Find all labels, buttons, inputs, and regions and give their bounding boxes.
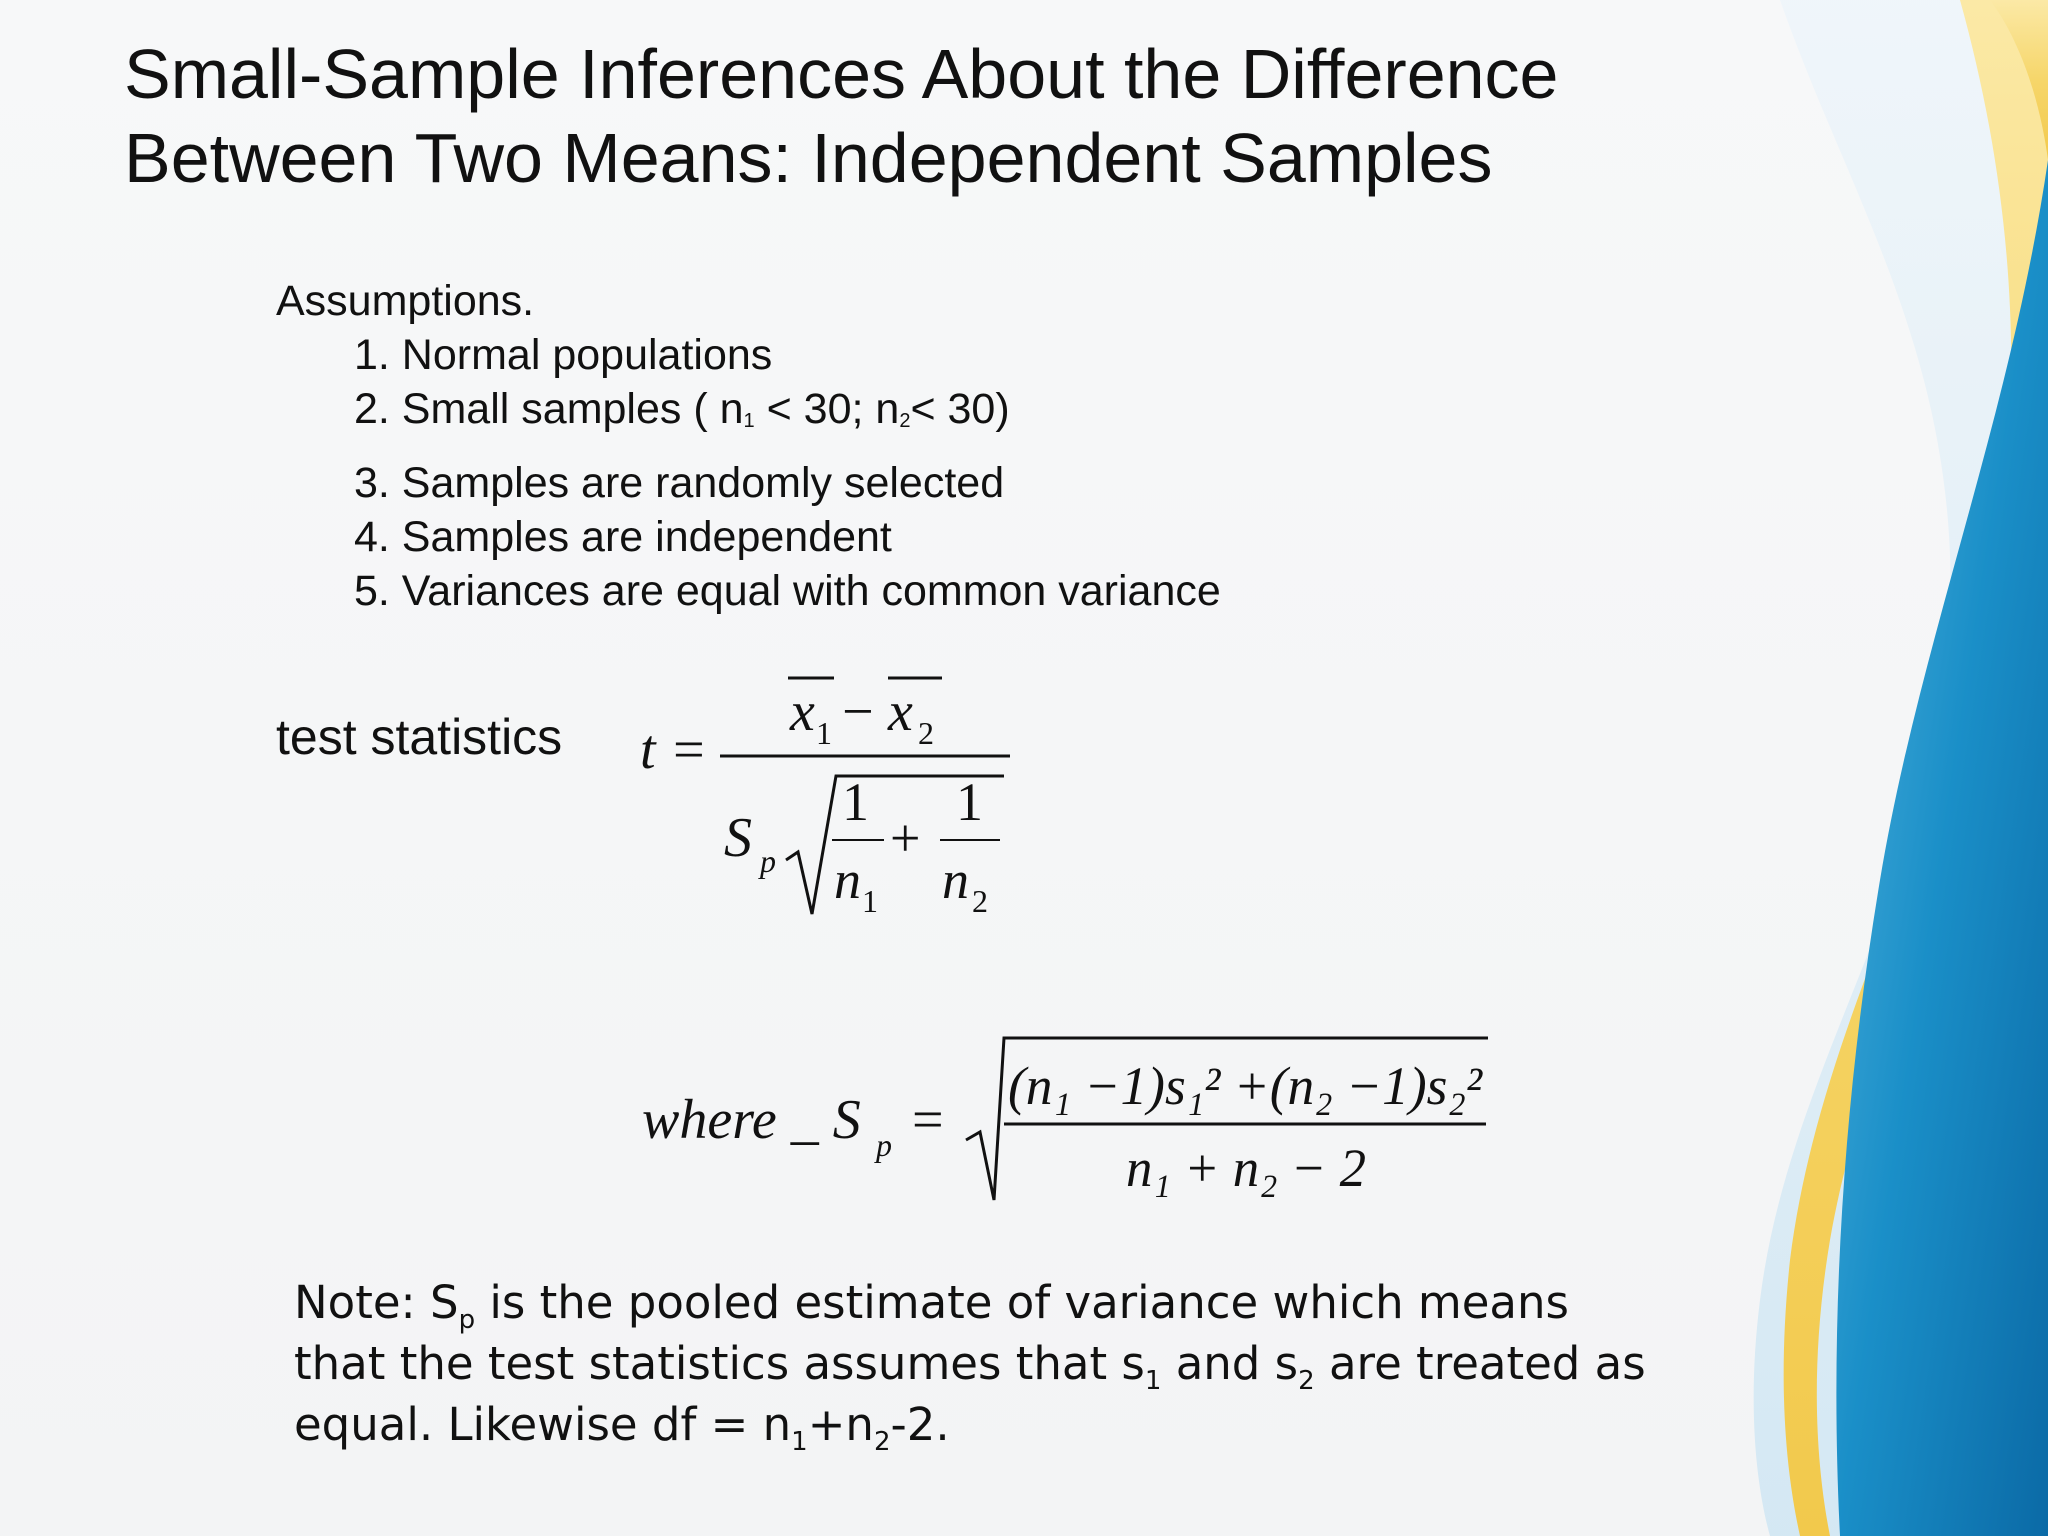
subscript: p <box>458 1305 476 1335</box>
subscript: 2 <box>918 715 934 751</box>
numerator-one: 1 <box>842 772 869 832</box>
s-p: S <box>724 807 752 869</box>
x-bar-1: x <box>790 681 815 743</box>
assumptions-heading: Assumptions. <box>276 277 535 325</box>
note-text: Note: S <box>294 1276 459 1329</box>
note-text: +n <box>807 1398 874 1451</box>
minus-sign: − <box>842 681 874 743</box>
subscript: p <box>876 1127 892 1163</box>
assumption-text: 2. Small samples ( n <box>354 385 744 433</box>
subscript: 1 <box>791 1427 808 1457</box>
subscript: 2 <box>899 410 911 432</box>
assumption-item: 4. Samples are independent <box>354 513 892 561</box>
sp-formula-lhs: where _ S <box>642 1089 861 1151</box>
subscript: 2 <box>1298 1366 1315 1396</box>
assumption-text: < 30; n <box>754 385 900 433</box>
test-statistic-label: test statistics <box>276 709 563 765</box>
assumption-item: 1. Normal populations <box>354 331 773 379</box>
sp-numerator: (n₁ −1)s₁² +(n₂ −1)s₂² <box>1008 1056 1483 1116</box>
formula-t-lhs: t = <box>640 719 708 781</box>
n-2: n <box>942 850 969 910</box>
subscript: p <box>760 843 776 879</box>
x-bar-2: x <box>888 681 913 743</box>
note-text: -2. <box>890 1398 950 1451</box>
subscript: 2 <box>972 883 988 919</box>
note-text: are treated as equal. Likewise df = n <box>294 1337 1646 1451</box>
subscript: 1 <box>743 410 755 432</box>
assumption-item: 5. Variances are equal with common variance <box>354 567 1221 615</box>
numerator-one: 1 <box>956 772 983 832</box>
sp-denominator: n₁ + n₂ − 2 <box>1126 1138 1366 1198</box>
assumption-text: < 30) <box>910 385 1010 433</box>
subscript: 2 <box>873 1427 891 1457</box>
equals-sign: = <box>912 1089 944 1151</box>
assumption-item: 3. Samples are randomly selected <box>354 459 1005 507</box>
note-text: and s <box>1161 1337 1299 1390</box>
slide-title: Small-Sample Inferences About the Difference Between Two Means: Independent Samples <box>124 35 1559 197</box>
subscript: 1 <box>862 883 878 919</box>
plus-sign: + <box>890 808 921 868</box>
note-text: is the pooled estimate of variance which means that the test statistics assumes that s <box>294 1276 1569 1390</box>
note-paragraph <box>294 1272 1674 1455</box>
n-1: n <box>834 850 861 910</box>
subscript: 1 <box>1144 1366 1162 1396</box>
subscript: 1 <box>816 715 832 751</box>
